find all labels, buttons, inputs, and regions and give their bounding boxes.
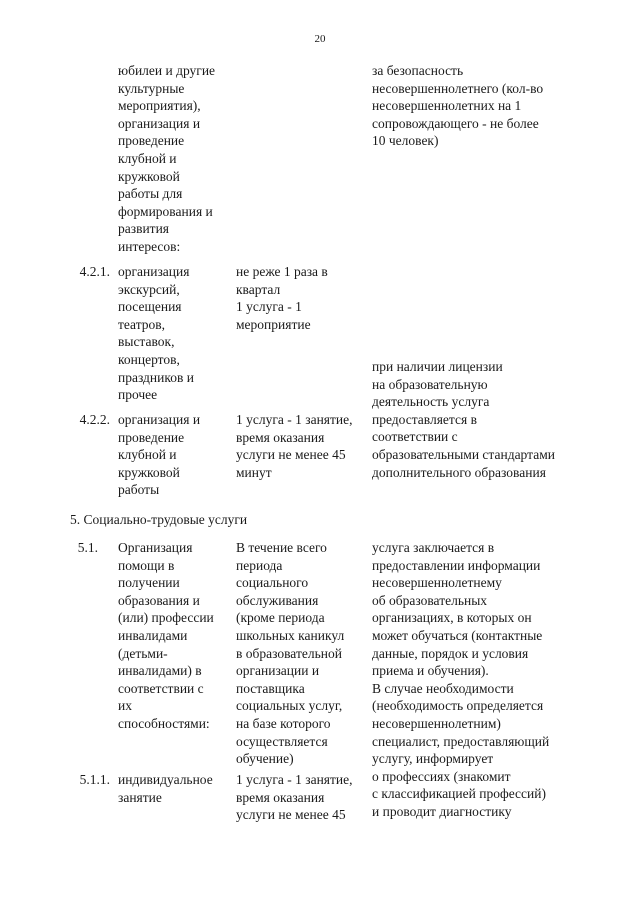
row-4-2-2-service-name: организация и проведение клубной и кружковой работы	[118, 412, 201, 498]
row-4-2-1-service-name: организация экскурсий, посещения театров, выставок, концертов, праздников и прочее	[118, 264, 194, 403]
row-continued-service-name: юбилеи и другие культурные мероприятия), организация и проведение клубной и кружковой работы для формирования и развития интересов:	[118, 63, 216, 254]
row-5-1-1-number: 5.1.1.	[79, 772, 110, 787]
row-5-1-service-name: Организация помощи в получении образования и (или) профессии инвалидами (детьми- инвалидами) в соответствии с их способностями:	[118, 540, 214, 731]
row-5-1-number: 5.1.	[77, 540, 98, 555]
row-continued-conditions: за безопасность несовершеннолетнего (кол-во несовершеннолетних на 1 сопровождающего - не более 10 человек)	[372, 63, 544, 149]
row-4-2-1-number: 4.2.1.	[79, 264, 110, 279]
row-4-2-1-period: не реже 1 раза в квартал 1 услуга - 1 мероприятие	[236, 264, 328, 332]
license-note: при наличии лицензии на образовательную деятельность услуга предоставляется в соответствии с образовательными стандартами дополнительного образования	[372, 359, 555, 480]
row-5-1-period: В течение всего периода социального обслуживания (кроме периода школьных каникул в образовательной организации и поставщика социальных услуг, на базе которого осуществляется обучение)	[236, 540, 345, 767]
row-4-2-2-period: 1 услуга - 1 занятие, время оказания услуги не менее 45 минут	[236, 412, 353, 480]
row-5-1-1-service-name: индивидуальное занятие	[118, 772, 213, 805]
row-5-1-conditions: услуга заключается в предоставлении информации несовершеннолетнему об образовательных организациях, в которых он может обучаться (контактные данные, порядок и условия приема и обучения). В случае необходимости (необходимость определяется несовершеннолетним) специалист, предоставляющий услугу, информирует о профессиях (знакомит с классификацией профессий) и проводит диагностику	[372, 540, 550, 819]
section-heading: 5. Социально-трудовые услуги	[70, 512, 248, 527]
row-5-1-1-period: 1 услуга - 1 занятие, время оказания услуги не менее 45	[236, 772, 353, 823]
page-number: 20	[314, 33, 326, 45]
row-4-2-2-number: 4.2.2.	[79, 412, 110, 427]
